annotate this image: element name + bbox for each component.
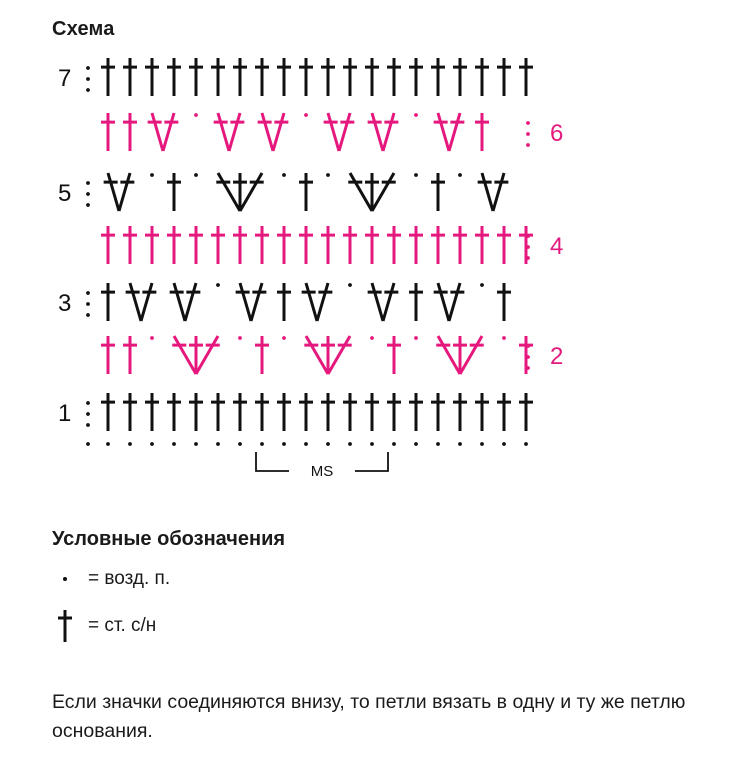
- turning-dot: [86, 203, 90, 207]
- double-crochet-stitch: [167, 173, 181, 211]
- double-crochet-stitch: [167, 226, 181, 264]
- foundation-dot: [524, 442, 528, 446]
- double-crochet-stitch: [409, 393, 423, 431]
- chain-dot: [458, 173, 462, 177]
- double-crochet-stitch: [123, 393, 137, 431]
- double-crochet-stitch: [216, 173, 240, 211]
- double-crochet-stitch: [497, 283, 511, 321]
- foundation-dot: [282, 442, 286, 446]
- row-number: 7: [58, 65, 72, 92]
- double-crochet-stitch: [170, 283, 185, 321]
- chain-dot: [304, 113, 308, 117]
- foundation-dot: [502, 442, 506, 446]
- double-crochet-stitch: [258, 113, 273, 151]
- double-crochet-stitch: [387, 336, 401, 374]
- turning-dot: [526, 256, 530, 260]
- double-crochet-stitch: [460, 336, 484, 374]
- double-crochet-stitch: [383, 113, 398, 151]
- double-crochet-stitch: [302, 283, 317, 321]
- double-crochet-stitch: [497, 226, 511, 264]
- double-crochet-stitch: [478, 173, 493, 211]
- row-number: 1: [58, 400, 72, 427]
- turning-dot: [526, 344, 530, 348]
- double-crochet-stitch: [141, 283, 156, 321]
- double-crochet-stitch: [233, 393, 247, 431]
- foundation-dot: [436, 442, 440, 446]
- row-number: 4: [550, 233, 564, 260]
- foundation-dot: [172, 442, 176, 446]
- foundation-dot: [304, 442, 308, 446]
- legend-title: Условные обозначения: [52, 528, 286, 550]
- double-crochet-stitch: [172, 336, 196, 374]
- repeat-label: MS: [310, 463, 334, 480]
- row-number: 3: [58, 290, 72, 317]
- turning-dot: [526, 132, 530, 136]
- double-crochet-stitch: [145, 226, 159, 264]
- double-crochet-stitch: [321, 58, 335, 96]
- double-crochet-stitch: [475, 226, 489, 264]
- double-crochet-stitch: [304, 336, 328, 374]
- double-crochet-stitch: [255, 393, 269, 431]
- repeat-bracket-left: [256, 452, 289, 471]
- double-crochet-stitch: [497, 393, 511, 431]
- double-crochet-stitch: [519, 226, 533, 264]
- double-crochet-stitch: [387, 393, 401, 431]
- chain-dot: [150, 173, 154, 177]
- double-crochet-stitch: [321, 393, 335, 431]
- chain-dot: [282, 336, 286, 340]
- double-crochet-stitch: [123, 336, 137, 374]
- chain-dot: [414, 336, 418, 340]
- double-crochet-icon: [52, 608, 78, 644]
- chain-dot: [194, 113, 198, 117]
- double-crochet-stitch: [368, 113, 383, 151]
- repeat-bracket-right: [355, 452, 388, 471]
- double-crochet-stitch: [475, 58, 489, 96]
- double-crochet-stitch: [189, 393, 203, 431]
- foundation-dot: [238, 442, 242, 446]
- double-crochet-stitch: [277, 58, 291, 96]
- double-crochet-stitch: [189, 58, 203, 96]
- diagram-title: Схема: [52, 18, 115, 40]
- double-crochet-stitch: [101, 58, 115, 96]
- turning-dot: [526, 355, 530, 359]
- turning-dot: [526, 366, 530, 370]
- row-number: 6: [550, 120, 564, 147]
- double-crochet-stitch: [148, 113, 163, 151]
- double-crochet-stitch: [383, 283, 398, 321]
- double-crochet-stitch: [299, 226, 313, 264]
- chain-dot: [414, 173, 418, 177]
- chain-dot: [216, 283, 220, 287]
- double-crochet-stitch: [434, 283, 449, 321]
- double-crochet-stitch: [126, 283, 141, 321]
- double-crochet-stitch: [343, 393, 357, 431]
- foundation-dot: [150, 442, 154, 446]
- legend-item-chain: [52, 568, 170, 590]
- double-crochet-stitch: [101, 393, 115, 431]
- chain-dot: [150, 336, 154, 340]
- double-crochet-stitch: [519, 58, 533, 96]
- double-crochet-stitch: [211, 58, 225, 96]
- double-crochet-stitch: [145, 58, 159, 96]
- chain-dot: [348, 283, 352, 287]
- double-crochet-stitch: [277, 283, 291, 321]
- foundation-dot: [194, 442, 198, 446]
- double-crochet-stitch: [101, 336, 115, 374]
- double-crochet-stitch: [185, 283, 200, 321]
- double-crochet-stitch: [229, 113, 244, 151]
- double-crochet-stitch: [123, 226, 137, 264]
- double-crochet-stitch: [163, 113, 178, 151]
- double-crochet-stitch: [299, 58, 313, 96]
- double-crochet-stitch: [453, 226, 467, 264]
- double-crochet-stitch: [343, 226, 357, 264]
- double-crochet-stitch: [431, 393, 445, 431]
- foundation-dot: [260, 442, 264, 446]
- double-crochet-stitch: [431, 58, 445, 96]
- chain-dot: [194, 173, 198, 177]
- turning-dot: [86, 66, 90, 70]
- turning-dot: [86, 77, 90, 81]
- row-number: 2: [550, 343, 564, 370]
- double-crochet-stitch: [339, 113, 354, 151]
- double-crochet-stitch: [299, 173, 313, 211]
- double-crochet-stitch: [214, 113, 229, 151]
- row-number: 5: [58, 180, 72, 207]
- double-crochet-stitch: [317, 283, 332, 321]
- foundation-dot: [348, 442, 352, 446]
- legend-dc-text: = ст. с/н: [88, 615, 157, 636]
- legend-item-double-crochet: [52, 608, 156, 644]
- instruction-note: Если значки соединяются внизу, то петли вязать в одну и ту же петлю основания.: [52, 691, 686, 742]
- double-crochet-stitch: [167, 58, 181, 96]
- double-crochet-stitch: [431, 173, 445, 211]
- double-crochet-stitch: [119, 173, 134, 211]
- turning-dot: [86, 412, 90, 416]
- chain-dot: [326, 173, 330, 177]
- double-crochet-stitch: [475, 393, 489, 431]
- double-crochet-stitch: [372, 173, 396, 211]
- double-crochet-stitch: [409, 58, 423, 96]
- turning-dot: [86, 192, 90, 196]
- double-crochet-stitch: [211, 393, 225, 431]
- chain-dot: [502, 336, 506, 340]
- foundation-dot: [392, 442, 396, 446]
- double-crochet-stitch: [233, 226, 247, 264]
- double-crochet-stitch: [387, 226, 401, 264]
- turning-dot: [86, 313, 90, 317]
- double-crochet-stitch: [328, 336, 352, 374]
- turning-dot: [526, 143, 530, 147]
- chain-dot: [238, 336, 242, 340]
- double-crochet-stitch: [255, 58, 269, 96]
- double-crochet-stitch: [453, 393, 467, 431]
- double-crochet-stitch: [233, 58, 247, 96]
- double-crochet-stitch: [449, 283, 464, 321]
- turning-dot: [86, 181, 90, 185]
- turning-dot: [526, 234, 530, 238]
- turning-dot: [526, 121, 530, 125]
- double-crochet-stitch: [189, 226, 203, 264]
- double-crochet-stitch: [449, 113, 464, 151]
- double-crochet-stitch: [387, 58, 401, 96]
- turning-dot: [526, 245, 530, 249]
- double-crochet-stitch: [365, 58, 379, 96]
- double-crochet-stitch: [368, 283, 383, 321]
- double-crochet-stitch: [240, 173, 264, 211]
- double-crochet-stitch: [434, 113, 449, 151]
- chain-dot: [414, 113, 418, 117]
- double-crochet-stitch: [101, 113, 115, 151]
- turning-dot: [86, 302, 90, 306]
- double-crochet-stitch: [475, 113, 489, 151]
- double-crochet-stitch: [348, 173, 372, 211]
- double-crochet-stitch: [453, 58, 467, 96]
- double-crochet-stitch: [436, 336, 460, 374]
- legend-chain-text: = возд. п.: [88, 568, 171, 589]
- foundation-dot: [414, 442, 418, 446]
- turning-dot: [86, 291, 90, 295]
- double-crochet-stitch: [123, 113, 137, 151]
- chain-dot: [282, 173, 286, 177]
- double-crochet-stitch: [251, 283, 266, 321]
- double-crochet-stitch: [324, 113, 339, 151]
- double-crochet-stitch: [255, 336, 269, 374]
- foundation-dot: [106, 442, 110, 446]
- foundation-dot: [216, 442, 220, 446]
- double-crochet-stitch: [145, 393, 159, 431]
- double-crochet-stitch: [101, 226, 115, 264]
- foundation-dot: [326, 442, 330, 446]
- turning-dot: [86, 401, 90, 405]
- double-crochet-stitch: [299, 393, 313, 431]
- double-crochet-stitch: [409, 283, 423, 321]
- double-crochet-stitch: [519, 336, 533, 374]
- turning-dot: [86, 423, 90, 427]
- chain-dot: [480, 283, 484, 287]
- double-crochet-stitch: [101, 283, 115, 321]
- double-crochet-stitch: [343, 58, 357, 96]
- foundation-dot: [86, 442, 90, 446]
- double-crochet-stitch: [321, 226, 335, 264]
- double-crochet-stitch: [277, 226, 291, 264]
- double-crochet-stitch: [365, 393, 379, 431]
- chain-dot: [370, 336, 374, 340]
- double-crochet-stitch: [236, 283, 251, 321]
- double-crochet-stitch: [365, 226, 379, 264]
- double-crochet-stitch: [431, 226, 445, 264]
- double-crochet-stitch: [273, 113, 288, 151]
- chain-dot-icon: [52, 574, 78, 584]
- double-crochet-stitch: [497, 58, 511, 96]
- foundation-dot: [128, 442, 132, 446]
- double-crochet-stitch: [167, 393, 181, 431]
- double-crochet-stitch: [277, 393, 291, 431]
- double-crochet-stitch: [493, 173, 508, 211]
- turning-dot: [86, 88, 90, 92]
- double-crochet-stitch: [104, 173, 119, 211]
- foundation-dot: [480, 442, 484, 446]
- double-crochet-stitch: [409, 226, 423, 264]
- double-crochet-stitch: [519, 393, 533, 431]
- double-crochet-stitch: [255, 226, 269, 264]
- foundation-dot: [458, 442, 462, 446]
- double-crochet-stitch: [123, 58, 137, 96]
- double-crochet-stitch: [196, 336, 220, 374]
- foundation-dot: [370, 442, 374, 446]
- double-crochet-stitch: [211, 226, 225, 264]
